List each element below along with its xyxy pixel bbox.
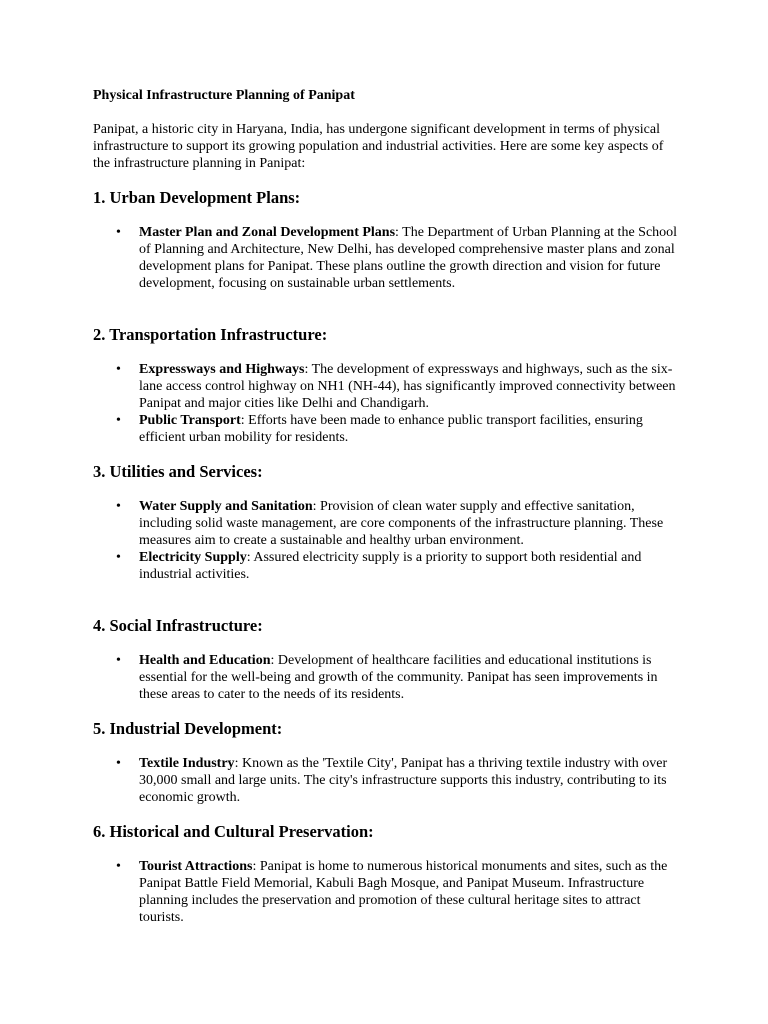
bullet-text: : The Department of Urban Planning at the School of Planning and Architecture, New Delhi, has developed comprehensive master plans and zonal development plans for Panipat. These plans outline the growth direction and vision for future development, focusing on sustainable urban settlements. xyxy=(139,225,678,291)
section-heading-historical-preservation: 6. Historical and Cultural Preservation: xyxy=(93,822,374,841)
bullet-text: : Provision of clean water supply and effective sanitation, including solid waste management, are core components of the infrastructure planning. These measures aim to create a sustainable and healthy urban environment. xyxy=(139,499,664,548)
bullet-icon: • xyxy=(116,362,121,377)
list-item xyxy=(0,498,684,549)
section-list-social-infrastructure xyxy=(0,652,768,703)
list-item xyxy=(0,549,684,583)
bullet-icon: • xyxy=(116,225,121,240)
bullet-term: Electricity Supply xyxy=(139,550,247,565)
section-list-urban-development xyxy=(0,224,768,292)
list-item xyxy=(0,361,684,412)
section-list-utilities xyxy=(0,498,768,583)
bullet-icon: • xyxy=(116,413,121,428)
document-title: Physical Infrastructure Planning of Panipat xyxy=(93,88,355,103)
section-list-transportation xyxy=(0,361,768,446)
bullet-term: Textile Industry xyxy=(139,756,235,771)
section-heading-transportation: 2. Transportation Infrastructure: xyxy=(93,325,328,344)
bullet-text: : The development of expressways and highways, such as the six-lane access control highway on NH1 (NH-44), has significantly improved connectivity between Panipat and major cities like Delhi and Chandigarh. xyxy=(139,362,676,411)
bullet-term: Public Transport xyxy=(139,413,241,428)
list-item xyxy=(0,858,684,926)
section-list-historical-preservation xyxy=(0,858,768,926)
list-item xyxy=(0,652,684,703)
bullet-text: : Assured electricity supply is a priority to support both residential and industrial activities. xyxy=(139,550,642,582)
section-heading-social-infrastructure: 4. Social Infrastructure: xyxy=(93,616,263,635)
list-item xyxy=(0,412,684,446)
bullet-term: Expressways and Highways xyxy=(139,362,305,377)
bullet-term: Health and Education xyxy=(139,653,271,668)
section-list-industrial-development xyxy=(0,755,768,806)
bullet-text: : Efforts have been made to enhance public transport facilities, ensuring efficient urban mobility for residents. xyxy=(139,413,643,445)
bullet-text: : Known as the 'Textile City', Panipat has a thriving textile industry with over 30,000 small and large units. The city's infrastructure supports this industry, contributing to its economic growth. xyxy=(139,756,668,805)
section-heading-urban-development: 1. Urban Development Plans: xyxy=(93,188,301,207)
bullet-term: Water Supply and Sanitation xyxy=(139,499,313,514)
bullet-term: Master Plan and Zonal Development Plans xyxy=(139,225,396,240)
bullet-icon: • xyxy=(116,653,121,668)
bullet-icon: • xyxy=(116,859,121,874)
list-item xyxy=(0,224,684,292)
section-heading-utilities: 3. Utilities and Services: xyxy=(93,462,263,481)
bullet-icon: • xyxy=(116,550,121,565)
bullet-term: Tourist Attractions xyxy=(139,859,253,874)
list-item xyxy=(0,755,684,806)
bullet-text: : Panipat is home to numerous historical monuments and sites, such as the Panipat Battle Field Memorial, Kabuli Bagh Mosque, and Panipat Museum. Infrastructure planning includes the preservation and promotion of these cultural heritage sites to attract tourists. xyxy=(139,859,668,925)
bullet-icon: • xyxy=(116,499,121,514)
section-heading-industrial-development: 5. Industrial Development: xyxy=(93,719,283,738)
intro-paragraph: Panipat, a historic city in Haryana, India, has undergone significant development in terms of physical infrastructure to support its growing population and industrial activities. Here are some key aspects of the infrastructure planning in Panipat: xyxy=(93,122,664,171)
bullet-icon: • xyxy=(116,756,121,771)
bullet-text: : Development of healthcare facilities and educational institutions is essential for the well-being and growth of the community. Panipat has seen improvements in these areas to cater to the needs of its residents. xyxy=(139,653,658,702)
